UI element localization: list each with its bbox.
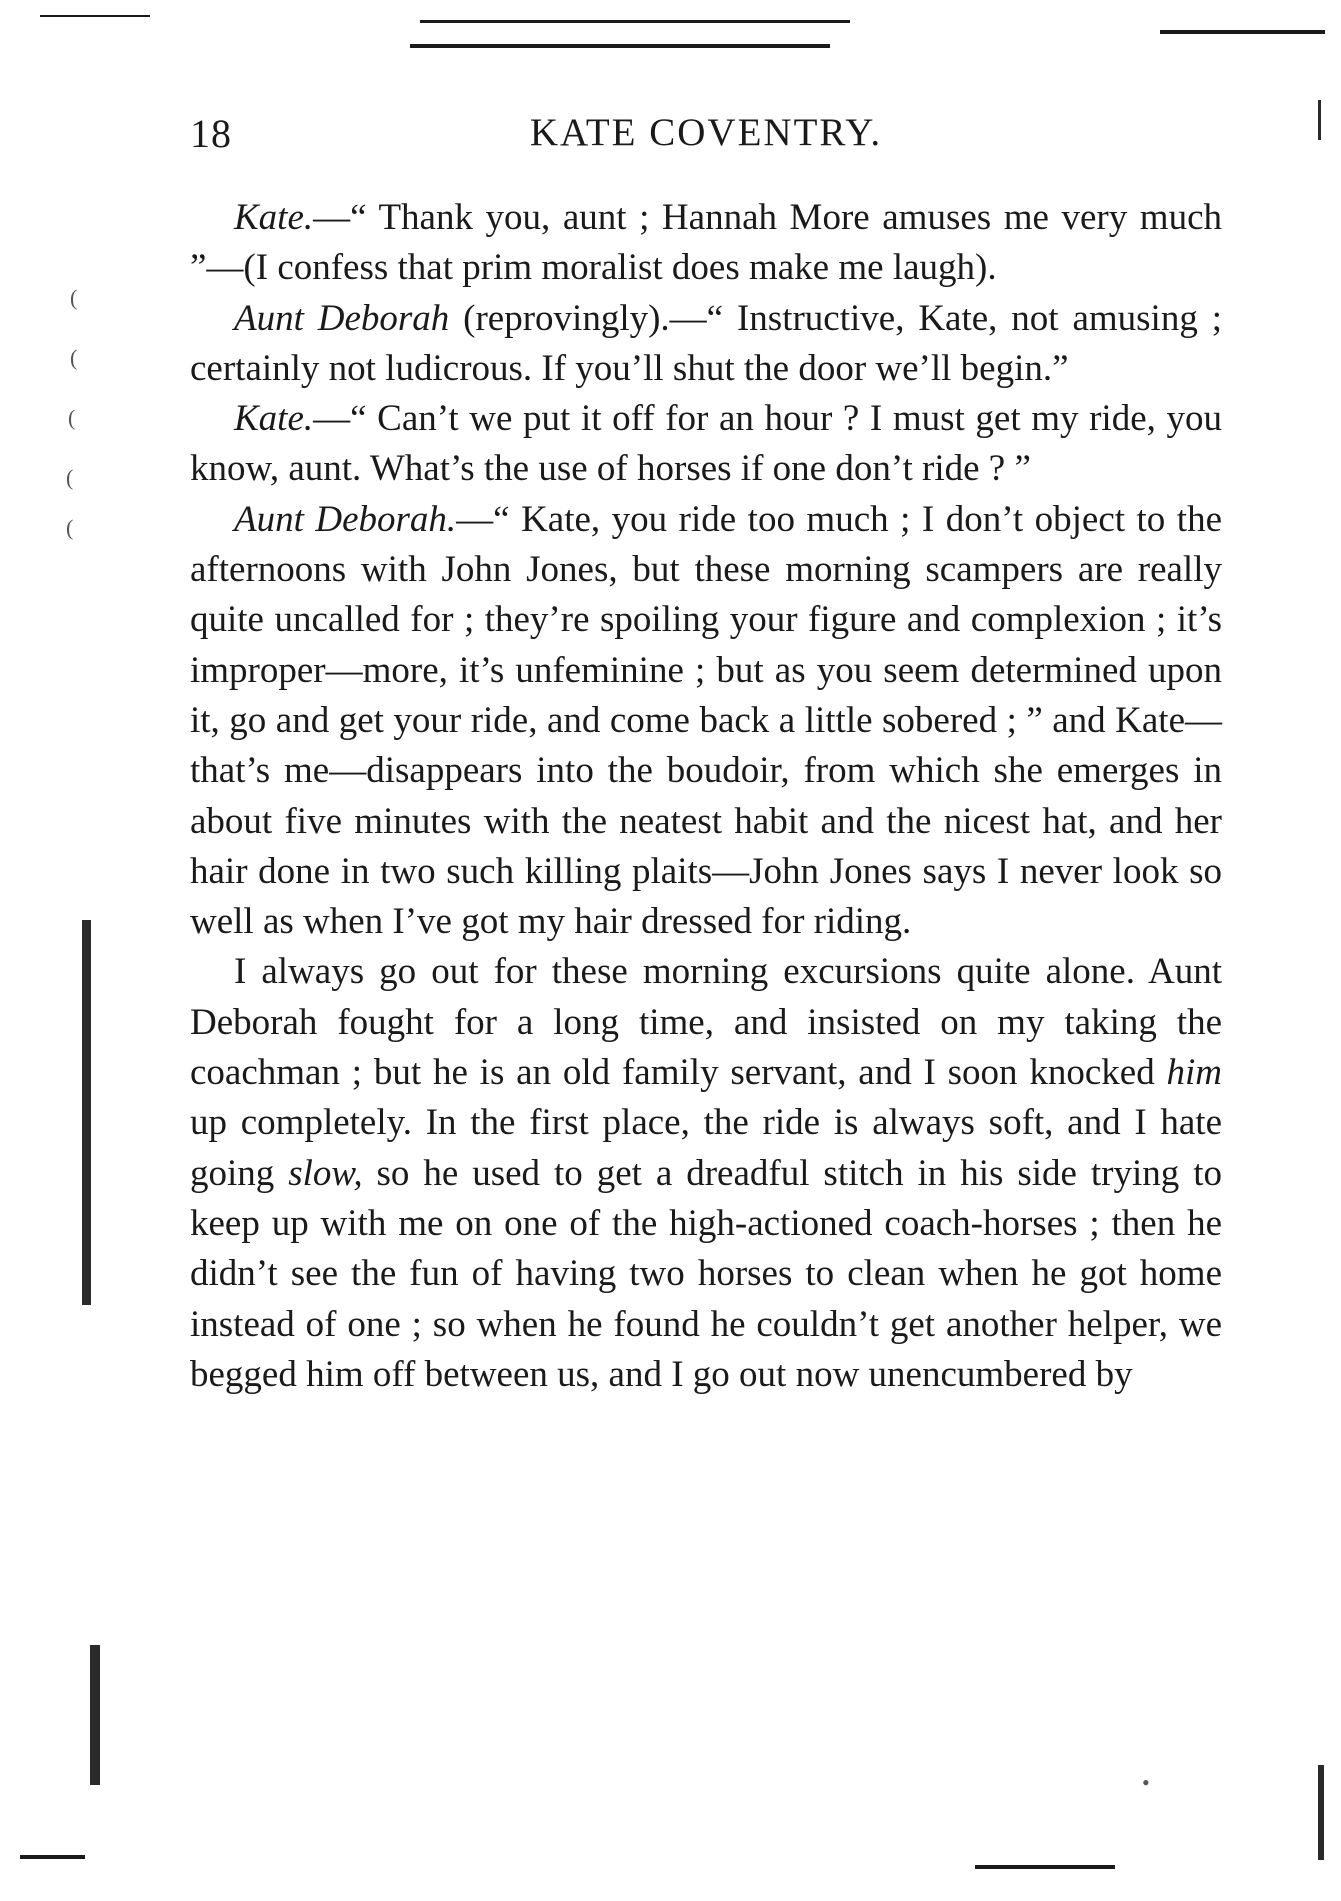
paragraph — [190, 495, 1222, 948]
bottom-right-rule — [975, 1865, 1115, 1869]
margin-speck-1: ( — [70, 285, 78, 310]
page-number: 18 — [190, 111, 232, 156]
left-binding-bar — [82, 920, 91, 1305]
paragraph-text: —“ Thank you, aunt ; Hannah More amuses me very much ”—(I confess that prim moralist does make me laugh). — [190, 197, 1222, 289]
running-title: KATE COVENTRY. — [529, 111, 883, 154]
speaker-name: Aunt Deborah — [234, 297, 450, 339]
paragraph-text: (reprovingly).—“ Instructive, Kate, not amusing ; certainly not ludicrous. If you’ll shut the door we’ll begin.” — [190, 297, 1222, 389]
top-scan-rule-left — [40, 15, 150, 17]
paragraph-text: —“ Kate, you ride too much ; I don’t object to the afternoons with John Jones, but these morning scampers are really quite uncalled for ; they’re spoiling your figure and complexion ; it’s improper—more, it’s unfeminine ; but as you seem determined upon it, go and get your ride, and come back a little sobered ; ” and Kate—that’s me—disappears into the boudoir, from which she emerges in about five minutes with the neatest habit and the nicest hat, and her hair done in two such killing plaits—John Jones says I never look so well as when I’ve got my hair dressed for riding. — [190, 498, 1222, 943]
running-header — [190, 110, 1222, 170]
margin-speck-5: ( — [66, 515, 74, 540]
paragraph-text: I always go out for these morning excursions quite alone. Aunt Deborah fought for a long time, and insisted on my taking the coachman ; but he is an old family servant, and I soon knocked — [190, 951, 1222, 1094]
right-edge-tick — [1318, 100, 1321, 140]
paragraph-text: so he used to get a dreadful stitch in his side trying to keep up with me on one of the high-actioned coach-horses ; then he didn’t see the fun of having two horses to clean when he got home instead of one ; so when he found he couldn’t get another helper, we begged him off between us, and I go out now unencumbered by — [190, 1152, 1222, 1395]
body-text — [190, 193, 1222, 1400]
emphasis-text: him — [1166, 1052, 1222, 1094]
margin-speck-3: ( — [68, 405, 76, 430]
margin-speck-2: ( — [70, 345, 78, 370]
left-binding-bar-2 — [90, 1645, 100, 1785]
paragraph — [190, 947, 1222, 1400]
speaker-name: Aunt Deborah. — [234, 498, 457, 540]
speaker-name: Kate. — [234, 398, 314, 440]
top-scan-rule-right — [1160, 30, 1325, 34]
paragraph — [190, 193, 1222, 294]
paragraph-text: —“ Can’t we put it off for an hour ? I must get my ride, you know, aunt. What’s the use of horses if one don’t ride ? ” — [190, 398, 1222, 490]
emphasis-text: slow, — [288, 1152, 363, 1194]
bottom-left-rule — [20, 1855, 85, 1859]
speaker-name: Kate. — [234, 197, 314, 238]
stray-dot: • — [1142, 1770, 1150, 1795]
right-bottom-bar — [1318, 1765, 1324, 1860]
margin-speck-4: ( — [66, 465, 74, 490]
paragraph-text: up completely. In the first place, the ride is always soft, and I hate going — [190, 1102, 1222, 1194]
top-scan-rule-center-2 — [410, 44, 830, 48]
paragraph — [190, 394, 1222, 495]
top-scan-rule-center — [420, 20, 850, 23]
paragraph — [190, 294, 1222, 395]
